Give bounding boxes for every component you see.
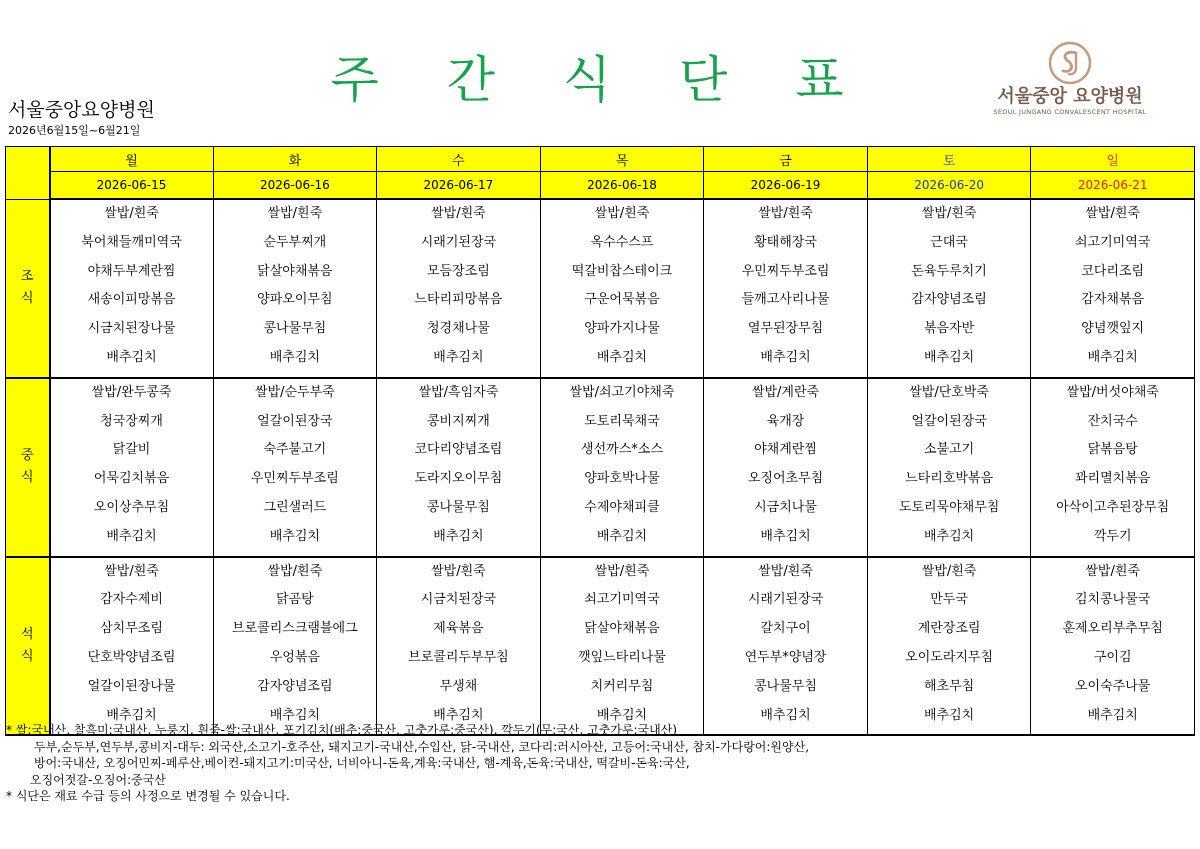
menu-cell [540,557,704,736]
menu-item: 배추김치 [596,707,648,723]
menu-item: 쌀밥/흰죽 [594,206,650,221]
menu-item: 쌀밥/흰죽 [1085,563,1140,579]
menu-item: 오이상추무침 [93,499,170,515]
menu-item: 오이도라지무침 [905,649,994,665]
menu-cell [867,557,1031,736]
menu-item: 감자양념조림 [257,678,333,694]
menu-item: 순두부찌개 [263,234,327,250]
menu-item: 배추김치 [269,707,320,723]
breakfast-row [6,199,1195,378]
menu-item: 배추김치 [106,349,157,365]
menu-cell [867,378,1031,557]
menu-item: 시래기된장국 [747,592,824,608]
date-sun: 2026-06-21 [1031,172,1195,200]
menu-item: 계란장조림 [917,621,981,637]
menu-cell [50,199,214,378]
menu-item: 배추김치 [596,349,648,365]
menu-item: 양파오이무침 [257,292,333,308]
breakfast-label [6,199,50,378]
day-wed: 수 [377,147,541,172]
note-line: * 쌀:국내산, 찰흑미:국내산, 누룽지, 흰죽-쌀:국내산, 포기김치(배추:중국산, 고춧가루:중국산), 깍두기(무:국산, 고춧가루:국내산) [6,723,677,737]
menu-item: 콩나물무침 [427,499,490,515]
menu-item: 쌀밥/흑임자죽 [418,384,499,400]
menu-item: 얼갈이된장국 [257,413,333,429]
date-fri: 2026-06-19 [704,172,868,200]
menu-item: 닭곰탕 [276,592,314,608]
menu-item: 들깨고사리나물 [741,292,830,308]
menu-item: 무생채 [439,678,478,694]
menu-item: 쌀밥/버섯야채죽 [1066,384,1159,400]
menu-cell [704,199,868,378]
menu-item: 배추김치 [433,528,484,544]
menu-item: 삼치무조림 [100,621,163,637]
menu-item: 제육볶음 [433,621,484,637]
note-line: 오징어젓갈-오징어:중국산 [30,772,166,787]
menu-item: 배추김치 [433,349,484,365]
menu-item: 열무된장무침 [747,321,824,337]
menu-item: 배추김치 [596,528,648,544]
menu-item: 배추김치 [1087,349,1138,365]
menu-item: 양념깻잎지 [1081,321,1145,337]
menu-item: 시금치된장국 [420,592,497,608]
menu-item: 김치콩나물국 [1075,592,1151,608]
menu-item: 콩나물무침 [263,321,327,337]
menu-cell [867,199,1031,378]
meal-label-char: 석 [20,626,34,642]
menu-item: 감자양념조림 [911,292,987,308]
day-fri: 금 [704,147,868,172]
menu-item: 배추김치 [106,707,157,723]
menu-item: 우민찌두부조림 [250,471,339,487]
day-header-row [6,147,1195,172]
menu-period: 2026년6월15일~6월21일 [8,124,141,137]
menu-item: 갈치구이 [760,621,811,637]
menu-item: 청경채나물 [427,321,490,337]
menu-item: 잔치국수 [1087,413,1138,429]
date-mon: 2026-06-15 [50,172,214,200]
menu-item: 시금치나물 [754,499,817,515]
menu-item: 쌀밥/흰죽 [758,206,813,221]
menu-item: 숙주불고기 [263,442,327,458]
date-tue: 2026-06-16 [213,172,377,200]
meal-label-char: 식 [20,291,34,307]
logo-korean-name: 서울중앙 요양병원 [997,86,1143,107]
menu-item: 돈육두루치기 [911,263,987,279]
menu-item: 배추김치 [433,707,484,723]
menu-cell [50,557,214,736]
menu-item: 얼갈이된장국 [911,413,987,429]
menu-item: 배추김치 [760,528,811,544]
menu-item: 양파가지나물 [584,321,660,337]
menu-cell [50,378,214,557]
menu-item: 쌀밥/완두콩죽 [91,384,172,400]
menu-item: 닭볶음탕 [1087,442,1138,458]
menu-item: 감자수제비 [100,592,163,608]
note-line: 두부,순두부,연두부,콩비지-대두: 외국산,소고기-호주산, 돼지고기-국내산,수입산, 닭-국내산, 코다리:러시아산, 고등어:국내산, 참치-가다랑어:원양산, [34,739,810,754]
menu-item: 청국장찌개 [100,413,163,429]
menu-item: 치커리무침 [590,678,654,694]
dinner-row [6,557,1195,736]
menu-item: 쌀밥/흰죽 [104,206,159,221]
menu-item: 콩나물무침 [754,678,817,694]
page-title: 주 간 식 단 표 [330,51,870,109]
weekly-menu-table [5,146,1195,736]
menu-item: 쌀밥/흰죽 [267,563,323,579]
menu-item: 모듬장조림 [427,263,490,279]
dinner-label [6,557,50,736]
menu-item: 옥수수스프 [590,234,654,250]
menu-item: 배추김치 [269,528,320,544]
menu-item: 그린샐러드 [263,499,327,515]
menu-item: 얼갈이된장나물 [87,678,176,694]
menu-item: 쌀밥/흰죽 [431,206,486,221]
logo-english-name: SEOUL JUNGANG CONVALESCENT HOSPITAL [993,108,1147,116]
menu-item: 쌀밥/흰죽 [267,206,323,221]
menu-item: 느타리피망볶음 [414,292,503,308]
menu-cell [213,378,377,557]
menu-cell [1031,199,1195,378]
menu-item: 생선까스*소스 [581,442,663,458]
menu-item: 구이김 [1093,649,1132,665]
menu-item: 깍두기 [1093,528,1132,544]
menu-item: 닭살야채볶음 [257,263,333,279]
notes [6,722,809,805]
menu-item: 만두국 [930,592,968,608]
date-sat: 2026-06-20 [867,172,1031,200]
menu-item: 닭갈비 [112,442,151,458]
menu-item: 쌀밥/흰죽 [104,563,159,579]
menu-item: 쇠고기미역국 [1075,234,1151,250]
menu-item: 우민찌두부조림 [741,263,830,279]
date-wed: 2026-06-17 [377,172,541,200]
menu-item: 브로콜리스크램블에그 [232,621,358,637]
menu-item: 코다리양념조림 [414,442,503,458]
menu-item: 아삭이고추된장무침 [1056,499,1170,515]
menu-item: 콩비지찌개 [427,413,490,429]
menu-item: 해초무침 [923,678,975,694]
menu-item: 배추김치 [923,528,975,544]
menu-item: 배추김치 [923,349,975,365]
menu-cell [213,557,377,736]
menu-cell [1031,557,1195,736]
menu-item: 배추김치 [269,349,320,365]
menu-item: 쌀밥/흰죽 [431,563,486,579]
menu-item: 훈제오리부추무침 [1062,621,1163,637]
menu-item: 배추김치 [1087,707,1138,723]
logo-emblem-icon [1047,40,1093,86]
menu-item: 새송이피망볶음 [87,292,176,308]
menu-item: 야채두부계란찜 [87,263,176,279]
menu-item: 소불고기 [923,442,975,458]
menu-item: 수제야채피클 [584,499,660,515]
menu-item: 브로콜리두부무침 [408,649,509,665]
menu-cell [704,557,868,736]
menu-item: 쌀밥/흰죽 [594,563,650,579]
meal-label-char: 식 [20,648,34,664]
menu-item: 쌀밥/단호박죽 [909,384,989,400]
table-corner [6,147,50,200]
menu-item: 도토리묵야채무침 [898,499,1000,515]
menu-cell [377,557,541,736]
menu-item: 배추김치 [760,349,811,365]
menu-item: 느타리호박볶음 [905,471,994,487]
menu-item: 어묵김치볶음 [93,471,170,487]
menu-item: 감자채볶음 [1081,292,1145,308]
day-sun: 일 [1031,147,1195,172]
menu-item: 오이숙주나물 [1075,678,1151,694]
menu-item: 도토리묵채국 [584,413,660,429]
meal-label-char: 조 [20,269,34,285]
menu-item: 단호박양념조림 [87,649,176,665]
menu-cell [377,199,541,378]
menu-item: 구운어묵볶음 [584,292,660,308]
day-mon: 월 [50,147,214,172]
menu-item: 쇠고기미역국 [584,592,660,608]
menu-item: 배추김치 [106,528,157,544]
lunch-label [6,378,50,557]
menu-item: 시금치된장나물 [87,321,176,337]
menu-item: 코다리조림 [1081,263,1145,279]
menu-item: 배추김치 [923,707,975,723]
menu-item: 떡갈비찹스테이크 [571,263,673,279]
menu-item: 야채계란찜 [754,442,817,458]
menu-cell [704,378,868,557]
meal-label-char: 식 [20,470,34,486]
menu-cell [377,378,541,557]
menu-item: 배추김치 [760,707,811,723]
hospital-logo [980,40,1160,135]
note-line: * 식단은 재료 수급 등의 사정으로 변경될 수 있습니다. [6,789,290,803]
menu-item: 시래기된장국 [420,234,497,250]
menu-item: 오징어초무침 [747,471,824,487]
menu-item: 쌀밥/흰죽 [758,563,813,579]
lunch-row [6,378,1195,557]
menu-item: 꽈리멸치볶음 [1075,471,1151,487]
menu-item: 도라지오이무침 [414,471,503,487]
menu-item: 쌀밥/흰죽 [1085,206,1140,221]
date-header-row [6,172,1195,200]
menu-item: 근대국 [930,234,968,250]
note-line: 방어:국내산, 오징어민찌-페루산,베이컨-돼지고기:미국산, 너비아니-돈육,계육:국내산, 햄-계육,돈육:국내산, 떡갈비-돈육:국산, [34,756,690,770]
menu-cell [1031,378,1195,557]
menu-item: 육개장 [766,413,805,429]
date-thu: 2026-06-18 [540,172,704,200]
menu-cell [213,199,377,378]
menu-item: 황태해장국 [754,234,817,250]
day-sat: 토 [867,147,1031,172]
organization-name: 서울중앙요양병원 [8,99,155,121]
menu-item: 쌀밥/순두부죽 [254,384,335,400]
menu-item: 볶음자반 [923,321,975,337]
menu-item: 우엉볶음 [269,649,320,665]
menu-item: 북어채들깨미역국 [81,234,182,250]
menu-item: 쌀밥/쇠고기야채죽 [569,384,675,400]
menu-cell [540,378,704,557]
menu-item: 양파호박나물 [584,471,660,487]
menu-item: 쌀밥/흰죽 [921,563,977,579]
day-thu: 목 [540,147,704,172]
day-tue: 화 [213,147,377,172]
menu-item: 닭살야채볶음 [584,621,660,637]
meal-label-char: 중 [20,448,34,464]
menu-item: 연두부*양념장 [744,649,827,665]
menu-cell [540,199,704,378]
menu-item: 쌀밥/계란죽 [751,384,820,400]
menu-item: 깻잎느타리나물 [578,649,666,665]
menu-item: 쌀밥/흰죽 [921,206,977,221]
